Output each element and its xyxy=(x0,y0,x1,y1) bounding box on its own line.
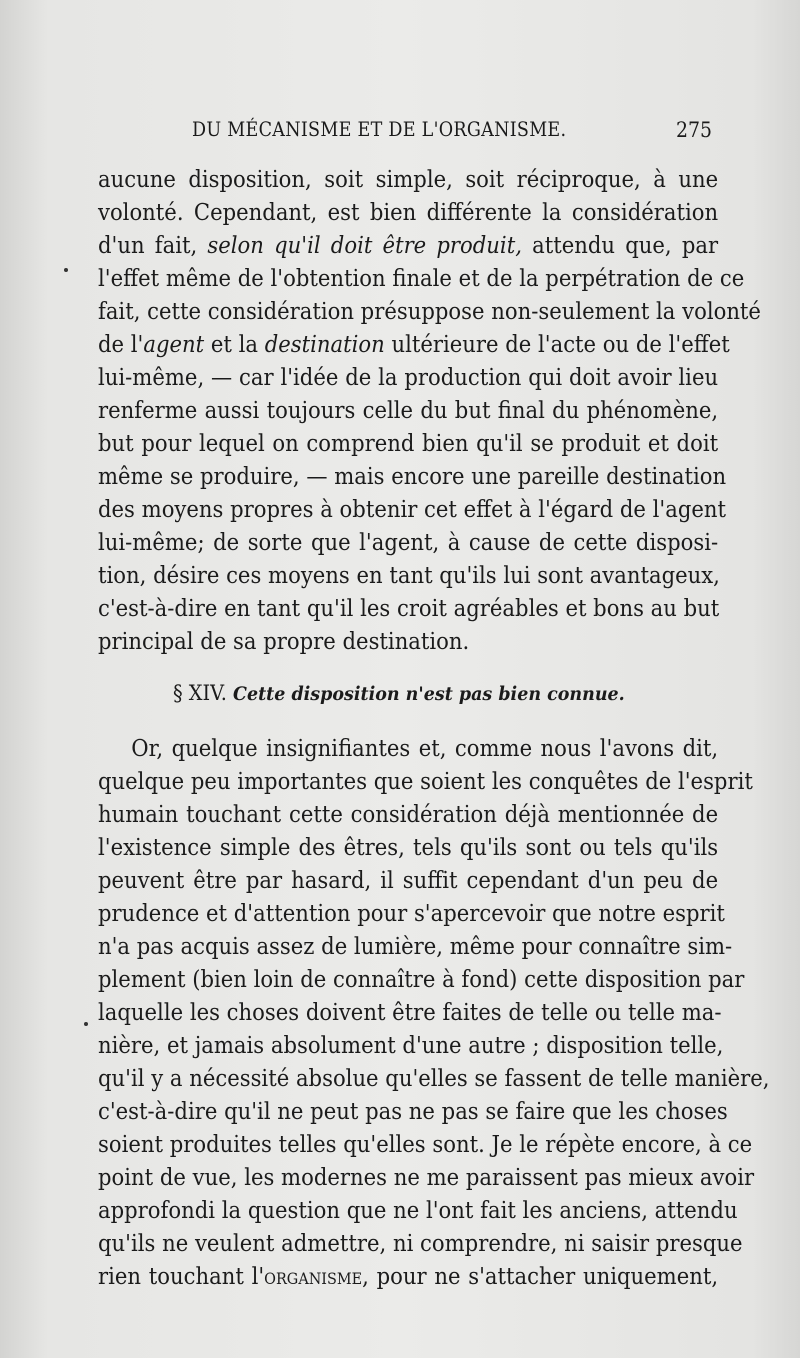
text-line: c'est-à-dire en tant qu'il les croit agréables et bons au but xyxy=(98,594,720,622)
text-line: plement (bien loin de connaître à fond) cette disposition par xyxy=(98,965,745,993)
text-line: qu'ils ne veulent admettre, ni comprendre, ni saisir presque xyxy=(98,1229,743,1257)
ink-speck xyxy=(84,1022,88,1026)
text-line: soient produites telles qu'elles sont. Je le répète encore, à ce xyxy=(98,1130,753,1158)
italic-word: agent xyxy=(143,330,205,358)
section-heading xyxy=(173,677,625,710)
text-line: de l'agent et la destination ultérieure de l'acte ou de l'effet xyxy=(98,330,730,358)
page-number: 275 xyxy=(675,118,712,142)
text-line: nière, et jamais absolument d'une autre ; disposition telle, xyxy=(98,1031,724,1059)
text-line: lui-même, — car l'idée de la production qui doit avoir lieu xyxy=(98,363,719,391)
section-number: § XIV. xyxy=(173,681,227,705)
text-line: laquelle les choses doivent être faites de telle ou telle ma- xyxy=(98,998,722,1026)
text-line: renferme aussi toujours celle du but final du phénomène, xyxy=(98,396,719,424)
paragraph-1 xyxy=(98,163,761,658)
section-title: Cette disposition n'est pas bien connue. xyxy=(233,683,625,705)
text-line: l'effet même de l'obtention finale et de la perpétration de ce xyxy=(98,264,745,292)
italic-phrase: selon qu'il doit être produit, xyxy=(207,231,522,259)
text-line: l'existence simple des êtres, tels qu'ils sont ou tels qu'ils xyxy=(98,833,719,861)
text-line: Or, quelque insignifiantes et, comme nous l'avons dit, xyxy=(131,734,719,762)
text-line: d'un fait, selon qu'il doit être produit, attendu que, par xyxy=(98,231,719,259)
text-line: humain touchant cette considération déjà mentionnée de xyxy=(98,800,719,828)
running-title: DU MÉCANISME ET DE L'ORGANISME. xyxy=(192,118,567,141)
text-line: tion, désire ces moyens en tant qu'ils lui sont avantageux, xyxy=(98,561,720,589)
text-line: lui-même; de sorte que l'agent, à cause de cette disposi- xyxy=(98,528,719,556)
text-line: fait, cette considération présuppose non-seulement la volonté xyxy=(98,297,761,325)
running-head xyxy=(192,118,712,148)
text-line: point de vue, les modernes ne me paraissent pas mieux avoir xyxy=(98,1163,755,1191)
text-line: n'a pas acquis assez de lumière, même pour connaître sim- xyxy=(98,932,733,960)
text-line: quelque peu importantes que soient les conquêtes de l'esprit xyxy=(98,767,753,795)
text-line: peuvent être par hasard, il suffit cependant d'un peu de xyxy=(98,866,719,894)
text-line: prudence et d'attention pour s'apercevoir que notre esprit xyxy=(98,899,725,927)
text-line: approfondi la question que ne l'ont fait les anciens, attendu xyxy=(98,1196,738,1224)
text-line: qu'il y a nécessité absolue qu'elles se fassent de telle manière, xyxy=(98,1064,770,1092)
paragraph-2 xyxy=(98,732,770,1293)
text-line: même se produire, — mais encore une pareille destination xyxy=(98,462,727,490)
italic-word: destination xyxy=(264,330,385,358)
text-line: but pour lequel on comprend bien qu'il se produit et doit xyxy=(98,429,719,457)
ink-speck xyxy=(64,268,68,272)
text-line: des moyens propres à obtenir cet effet à l'égard de l'agent xyxy=(98,495,727,523)
text-line: volonté. Cependant, est bien différente la considération xyxy=(98,198,719,226)
text-line: aucune disposition, soit simple, soit réciproque, à une xyxy=(98,165,719,193)
text-line: principal de sa propre destination. xyxy=(98,627,470,655)
small-caps-word: organisme xyxy=(264,1262,363,1290)
text-line: rien touchant l'organisme, pour ne s'attacher uniquement, xyxy=(98,1262,719,1290)
text-line: c'est-à-dire qu'il ne peut pas ne pas se faire que les choses xyxy=(98,1097,728,1125)
